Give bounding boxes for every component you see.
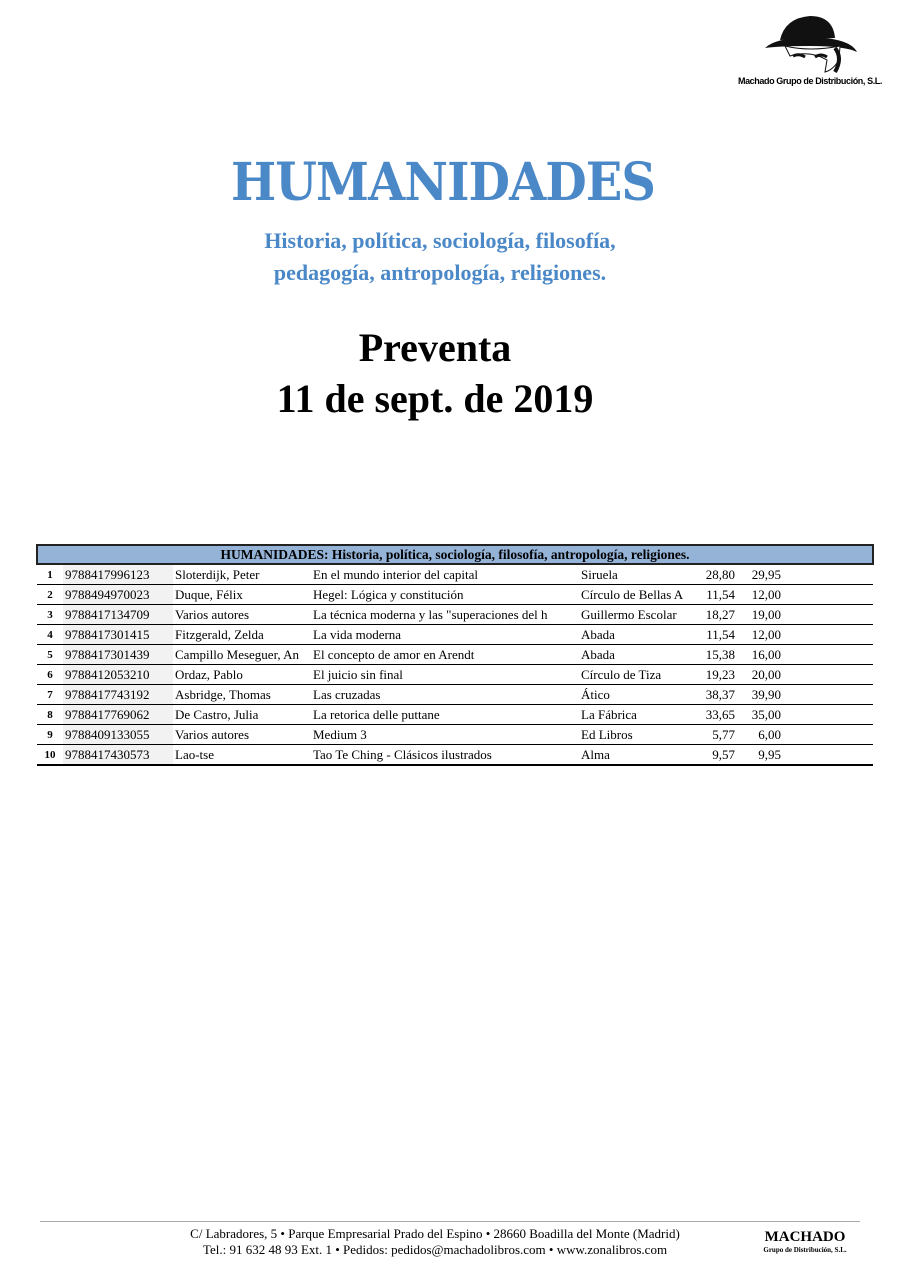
table-row xyxy=(37,625,873,645)
empty-cell xyxy=(783,745,873,766)
title: La vida moderna xyxy=(311,625,579,645)
footer-address: C/ Labradores, 5 • Parque Empresarial Prado del Espino • 28660 Boadilla del Monte (Madrid) xyxy=(190,1226,680,1241)
price-pvp: 12,00 xyxy=(737,625,783,645)
author: Ordaz, Pablo xyxy=(173,665,311,685)
publisher: Círculo de Tiza xyxy=(579,665,691,685)
page-title: HUMANIDADES xyxy=(230,152,656,213)
author: De Castro, Julia xyxy=(173,705,311,725)
price-pvp: 39,90 xyxy=(737,685,783,705)
isbn: 9788417430573 xyxy=(63,745,173,766)
publisher: Círculo de Bellas A xyxy=(579,585,691,605)
empty-cell xyxy=(783,725,873,745)
title: El concepto de amor en Arendt xyxy=(311,645,579,665)
row-number: 7 xyxy=(37,685,63,705)
row-number: 8 xyxy=(37,705,63,725)
presale-date: 11 de sept. de 2019 xyxy=(276,376,594,421)
price-pvp: 12,00 xyxy=(737,585,783,605)
title: El juicio sin final xyxy=(311,665,579,685)
row-number: 6 xyxy=(37,665,63,685)
author: Varios autores xyxy=(173,605,311,625)
footer-brand-sub: Grupo de Distribución, S.L. xyxy=(763,1246,847,1254)
price-net: 19,23 xyxy=(691,665,737,685)
price-pvp: 9,95 xyxy=(737,745,783,766)
isbn: 9788417134709 xyxy=(63,605,173,625)
row-number: 3 xyxy=(37,605,63,625)
price-net: 18,27 xyxy=(691,605,737,625)
price-net: 11,54 xyxy=(691,625,737,645)
price-pvp: 35,00 xyxy=(737,705,783,725)
publisher: La Fábrica xyxy=(579,705,691,725)
isbn: 9788417769062 xyxy=(63,705,173,725)
subtitle-line-1: Historia, política, sociología, filosofía, xyxy=(264,228,616,253)
table-row xyxy=(37,605,873,625)
footer-brand: MACHADO xyxy=(764,1229,846,1245)
isbn: 9788409133055 xyxy=(63,725,173,745)
table-caption: HUMANIDADES: Historia, política, sociología, filosofía, antropología, religiones. xyxy=(37,545,873,564)
company-logo xyxy=(735,10,885,92)
footer-contact: Tel.: 91 632 48 93 Ext. 1 • Pedidos: pedidos@machadolibros.com • www.zonalibros.com xyxy=(202,1242,668,1257)
title: Hegel: Lógica y constitución xyxy=(311,585,579,605)
author: Asbridge, Thomas xyxy=(173,685,311,705)
publisher: Abada xyxy=(579,645,691,665)
empty-cell xyxy=(783,585,873,605)
logo-text: Machado Grupo de Distribución, S.L. xyxy=(737,76,882,86)
title: La retorica delle puttane xyxy=(311,705,579,725)
price-net: 15,38 xyxy=(691,645,737,665)
price-net: 9,57 xyxy=(691,745,737,766)
empty-cell xyxy=(783,705,873,725)
publisher: Ático xyxy=(579,685,691,705)
title: Tao Te Ching - Clásicos ilustrados xyxy=(311,745,579,766)
row-number: 1 xyxy=(37,564,63,585)
table-row xyxy=(37,564,873,585)
author: Sloterdijk, Peter xyxy=(173,564,311,585)
price-net: 33,65 xyxy=(691,705,737,725)
author: Campillo Meseguer, An xyxy=(173,645,311,665)
table-row xyxy=(37,705,873,725)
title: En el mundo interior del capital xyxy=(311,564,579,585)
isbn: 9788417301439 xyxy=(63,645,173,665)
isbn: 9788417301415 xyxy=(63,625,173,645)
empty-cell xyxy=(783,665,873,685)
publisher: Siruela xyxy=(579,564,691,585)
table-row xyxy=(37,645,873,665)
row-number: 10 xyxy=(37,745,63,766)
subtitle-line-2: pedagogía, antropología, religiones. xyxy=(273,260,607,285)
isbn: 9788494970023 xyxy=(63,585,173,605)
row-number: 2 xyxy=(37,585,63,605)
table-row xyxy=(37,585,873,605)
empty-cell xyxy=(783,605,873,625)
isbn: 9788417996123 xyxy=(63,564,173,585)
publisher: Abada xyxy=(579,625,691,645)
publisher: Alma xyxy=(579,745,691,766)
isbn: 9788412053210 xyxy=(63,665,173,685)
isbn: 9788417743192 xyxy=(63,685,173,705)
table-row xyxy=(37,685,873,705)
price-pvp: 20,00 xyxy=(737,665,783,685)
row-number: 5 xyxy=(37,645,63,665)
price-pvp: 16,00 xyxy=(737,645,783,665)
row-number: 4 xyxy=(37,625,63,645)
empty-cell xyxy=(783,564,873,585)
footer-divider xyxy=(40,1221,860,1222)
empty-cell xyxy=(783,645,873,665)
table-row xyxy=(37,725,873,745)
title: Medium 3 xyxy=(311,725,579,745)
price-pvp: 29,95 xyxy=(737,564,783,585)
author: Fitzgerald, Zelda xyxy=(173,625,311,645)
title: Las cruzadas xyxy=(311,685,579,705)
title: La técnica moderna y las "superaciones del h xyxy=(311,605,579,625)
books-table xyxy=(36,544,874,766)
author: Lao-tse xyxy=(173,745,311,766)
empty-cell xyxy=(783,625,873,645)
price-net: 28,80 xyxy=(691,564,737,585)
row-number: 9 xyxy=(37,725,63,745)
empty-cell xyxy=(783,685,873,705)
presale-heading: Preventa xyxy=(358,325,512,370)
price-net: 5,77 xyxy=(691,725,737,745)
author: Varios autores xyxy=(173,725,311,745)
price-net: 38,37 xyxy=(691,685,737,705)
publisher: Guillermo Escolar xyxy=(579,605,691,625)
price-pvp: 19,00 xyxy=(737,605,783,625)
hat-man-logo-icon xyxy=(735,10,885,76)
table-row xyxy=(37,665,873,685)
price-net: 11,54 xyxy=(691,585,737,605)
table-row xyxy=(37,745,873,766)
author: Duque, Félix xyxy=(173,585,311,605)
price-pvp: 6,00 xyxy=(737,725,783,745)
publisher: Ed Libros xyxy=(579,725,691,745)
